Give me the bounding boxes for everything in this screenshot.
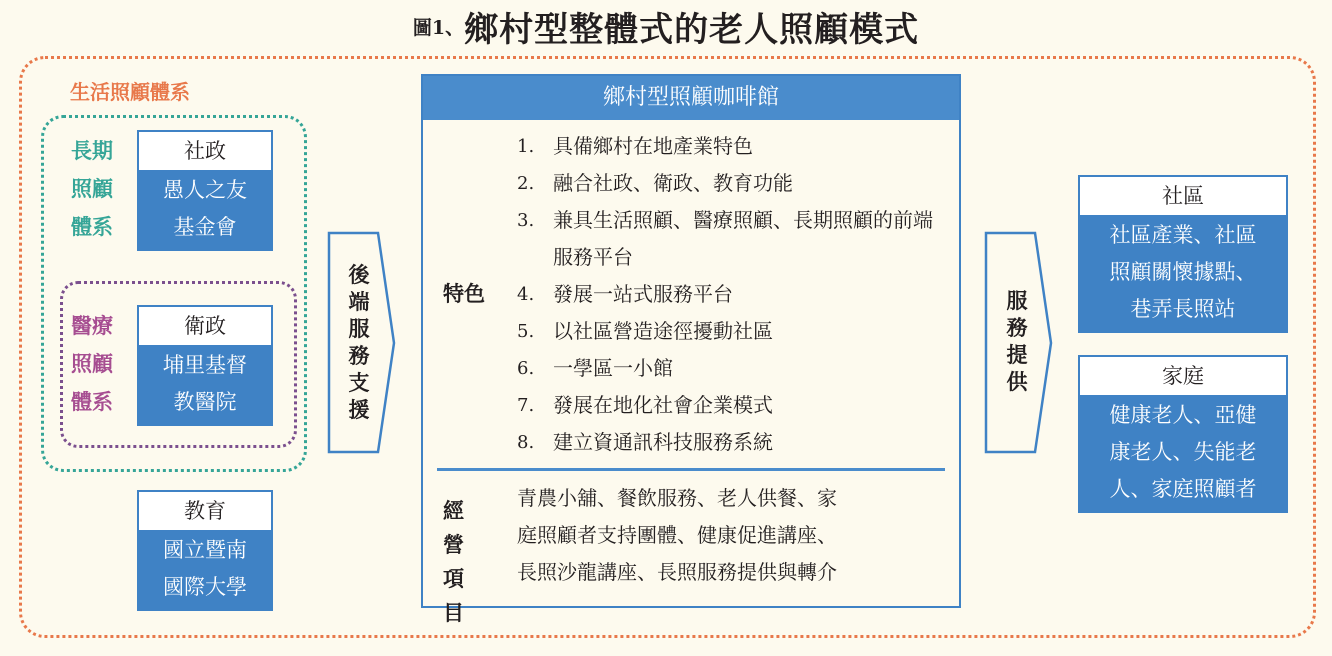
feature-item: 8. 建立資通訊科技服務系統 (517, 430, 773, 454)
feature-item: 1. 具備鄉村在地產業特色 (517, 134, 753, 158)
features-label: 特色 (443, 282, 485, 306)
health-affairs-heading: 衛政 (139, 307, 271, 345)
title-text: 鄉村型整體式的老人照顧模式 (464, 10, 920, 50)
social-affairs-org: 愚人之友 基金會 (163, 178, 247, 239)
cafe-title: 鄉村型照顧咖啡館 (423, 76, 959, 120)
family-targets: 健康老人、亞健 康老人、失能老 人、家庭照顧者 (1109, 403, 1257, 501)
long-term-care-label: 長期 照顧 體系 (71, 139, 113, 239)
social-affairs-heading: 社政 (139, 132, 271, 170)
rural-care-cafe-box (421, 74, 961, 625)
service-provision-arrow-label: 服 務 提 供 (1006, 289, 1028, 394)
operations-text: 青農小舖、餐飲服務、老人供餐、家 庭照顧者支持團體、健康促進講座、 長照沙龍講座、長照服務提供與轉介 (517, 486, 837, 584)
figure-number: 圖1、 (412, 17, 465, 39)
health-affairs-org: 埔里基督 教醫院 (163, 353, 247, 414)
backend-support-arrow-label: 後 端 服 務 支 援 (348, 263, 370, 422)
family-heading: 家庭 (1080, 357, 1286, 395)
section-divider (437, 468, 945, 471)
medical-care-label: 醫療 照顧 體系 (71, 314, 113, 414)
family-box (1078, 355, 1288, 513)
feature-item: 2. 融合社政、衛政、教育功能 (517, 171, 793, 195)
feature-item: 6. 一學區一小館 (517, 356, 673, 380)
education-org: 國立暨南 國際大學 (163, 538, 247, 599)
operations-label: 經營 項目 (443, 499, 464, 625)
community-services: 社區產業、社區 照顧關懷據點、 巷弄長照站 (1109, 223, 1257, 321)
education-heading: 教育 (139, 492, 271, 530)
feature-item: 7. 發展在地化社會企業模式 (517, 393, 773, 417)
community-box (1078, 175, 1288, 333)
feature-item: 4. 發展一站式服務平台 (517, 282, 733, 306)
life-care-system-label: 生活照顧體系 (70, 80, 190, 104)
social-affairs-box (137, 130, 273, 251)
health-affairs-box (137, 305, 273, 426)
feature-item: 3. 兼具生活照顧、醫療照顧、長期照顧的前端服務平台 (517, 208, 933, 269)
diagram-title (0, 2, 1332, 52)
education-box (137, 490, 273, 611)
community-heading: 社區 (1080, 177, 1286, 215)
features-list (517, 128, 937, 461)
feature-item: 5. 以社區營造途徑擾動社區 (517, 319, 773, 343)
